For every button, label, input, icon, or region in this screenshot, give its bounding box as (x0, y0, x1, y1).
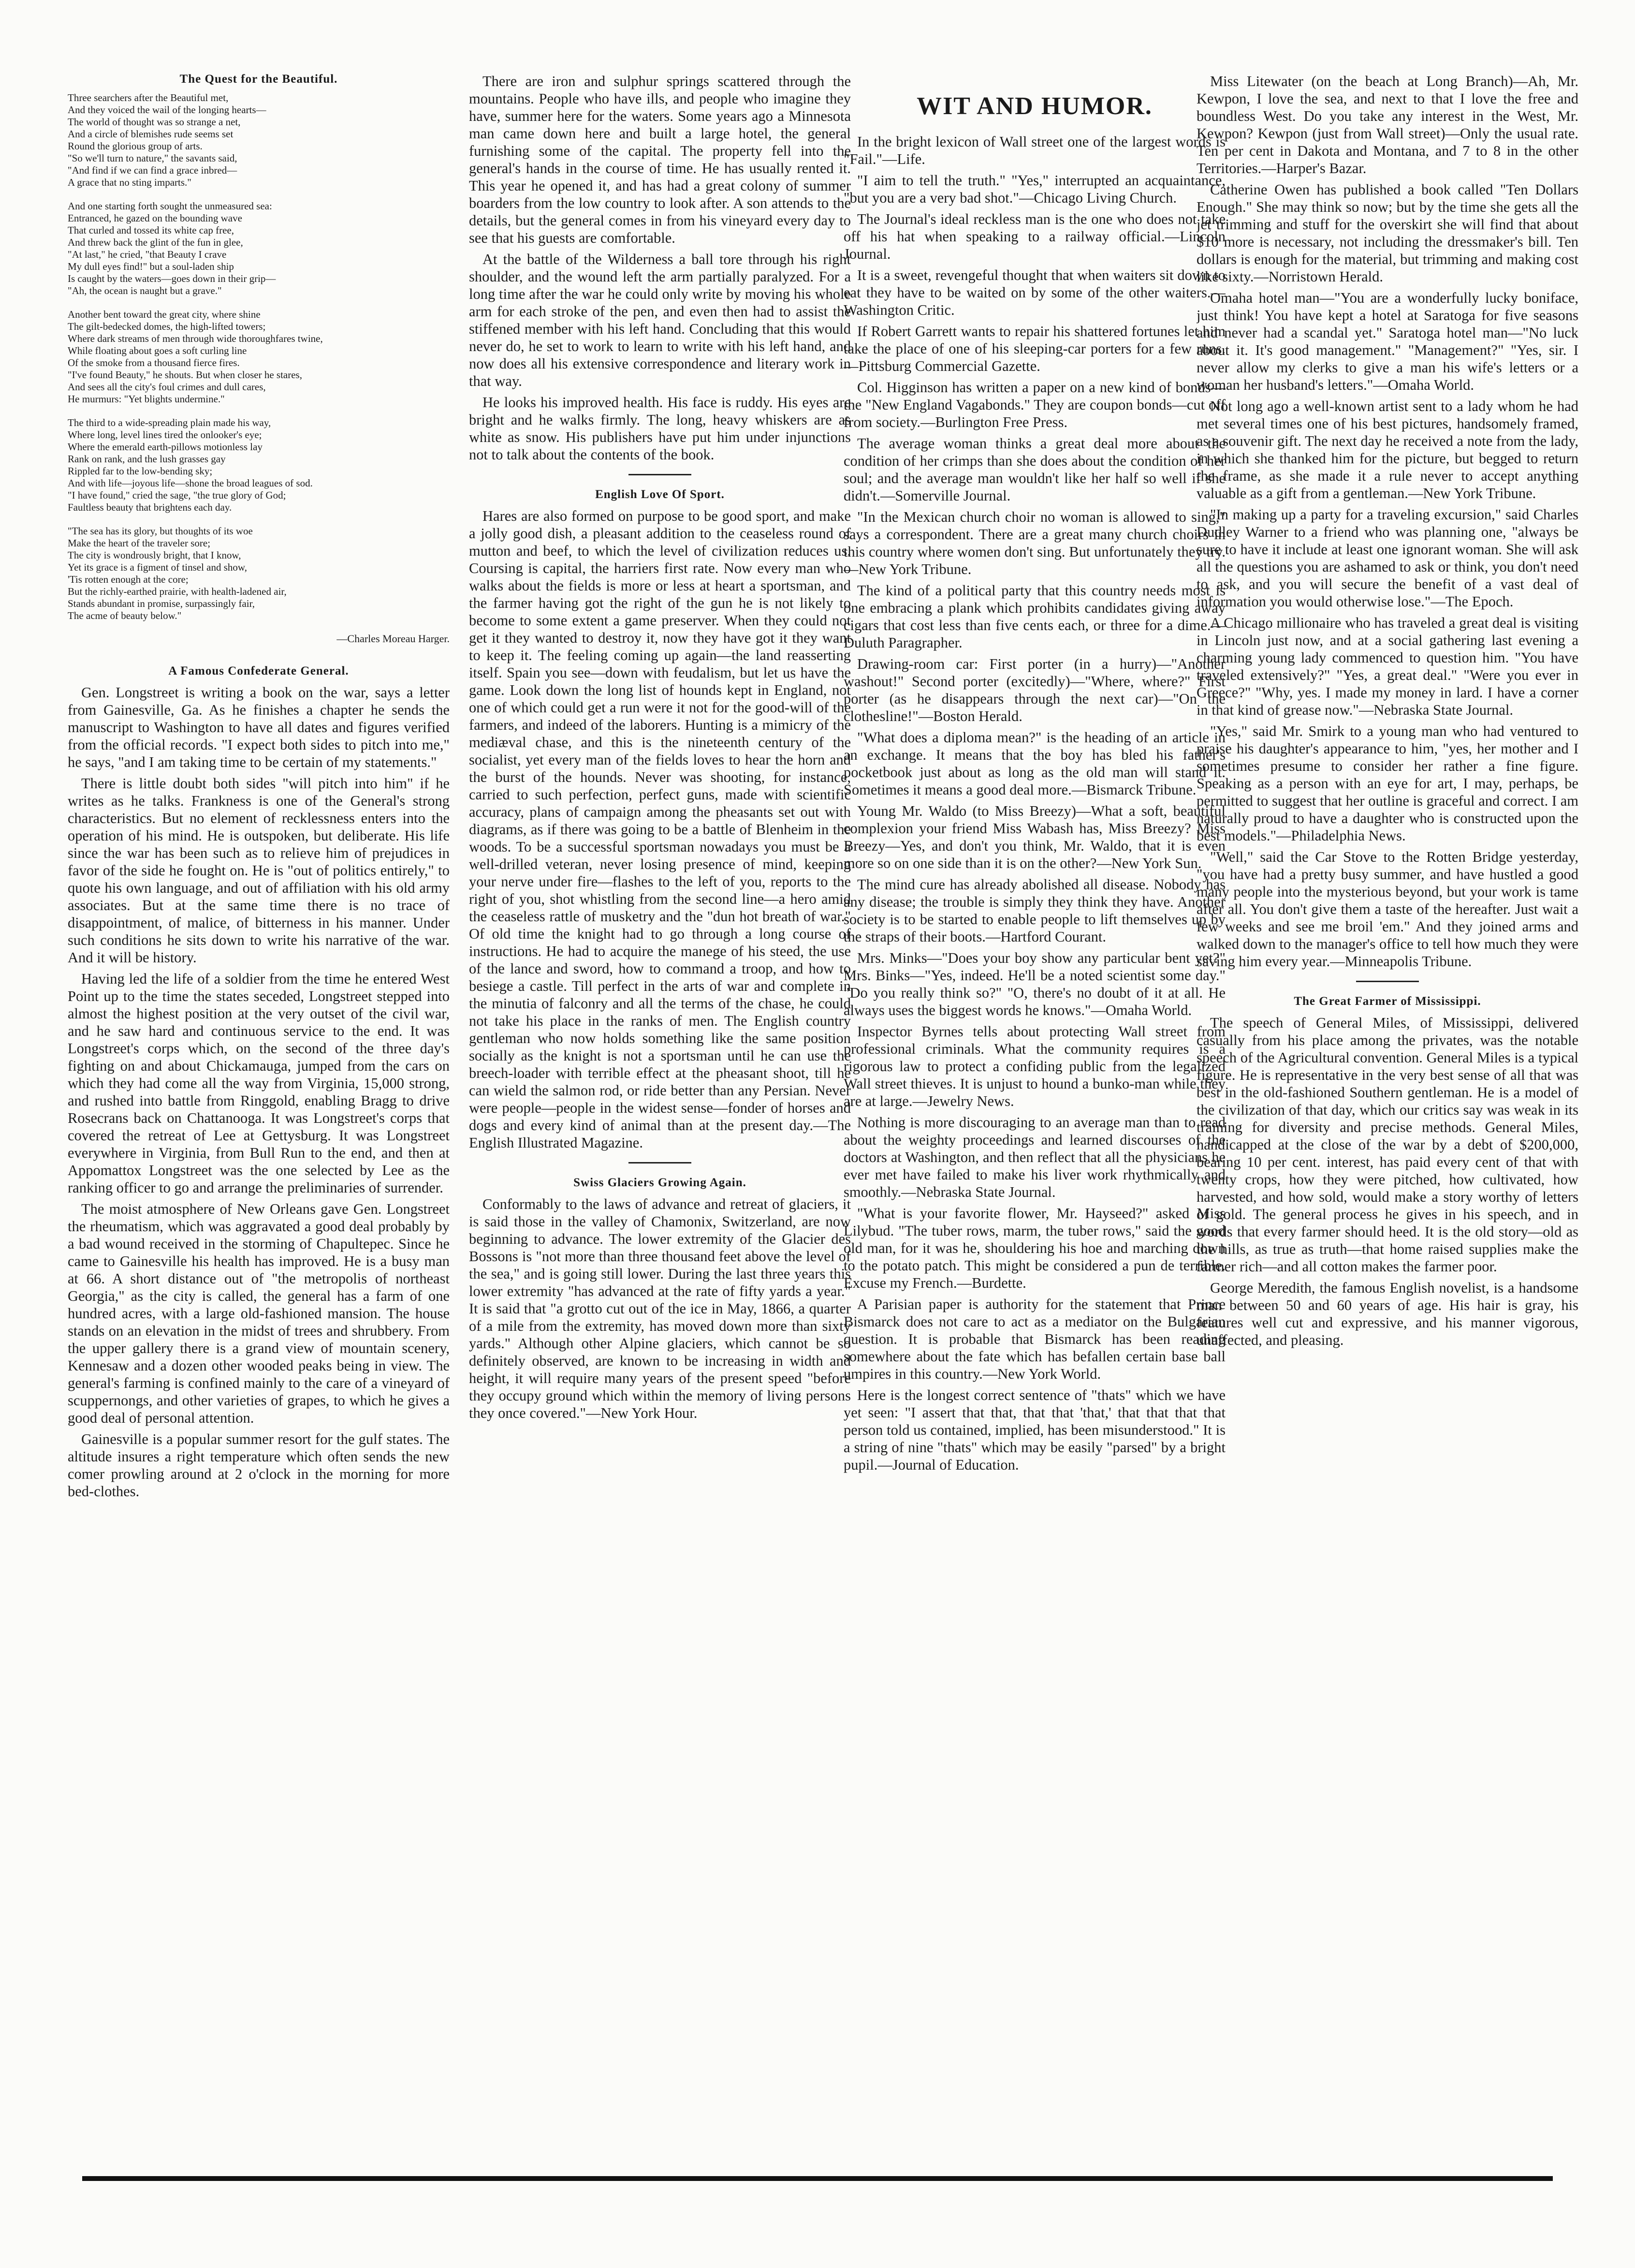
paragraph: The speech of General Miles, of Mississippi, delivered casually from his place among the privates, was the notable speech of the Agricultural convention. General Miles is a typical figure. He is representative in the very best sense of all that was best in the old-fashioned Southern gentleman. He is a model of the civilization of that day, which our critics say was weak in its training for diversity and precise methods. General Miles, handicapped at the close of the war by a debt of $200,000, bearing 10 per cent. interest, has paid every cent of that with twenty crops, how they were pitched, how cultivated, how harvested, and how sold, would make a story worthy of letters of gold. The general process he gives in his speech, and in words that every farmer should heed. It is the old story—old as the hills, as true as truth—that home raised supplies make the farmer rich—and all cotton makes the farmer poor. (1197, 1015, 1578, 1275)
paragraph: Gainesville is a popular summer resort for the gulf states. The altitude insures a right temperature which often sends the new comer prowling around at 2 o'clock in the morning for more bed-clothes. (68, 1431, 450, 1500)
paragraph: "What is your favorite flower, Mr. Hayseed?" asked Miss Lilybud. "The tuber rows, marm, the tuber rows," said the good old man, for it was he, shouldering his hoe and marching down to the potato patch. This might be considered a pun de terrible. Excuse my French.—Burdette. (844, 1205, 1226, 1291)
poem-line: "At last," he cried, "that Beauty I crave (68, 249, 227, 260)
paragraph: Mrs. Minks—"Does your boy show any particular bent yet?" Mrs. Binks—"Yes, indeed. He'll be a noted scientist some day." "Do you really think so?" "O, there's no doubt of it at all. He always uses the biggest words he knows."—Omaha World. (844, 950, 1226, 1018)
stanza-break (68, 297, 450, 309)
column-3 (844, 73, 1226, 2166)
paragraph: There are iron and sulphur springs scattered through the mountains. People who have ills, and people who imagine they have, summer here for the waters. Some years ago a Minnesota man came down here and built a large hotel, the general furnishing some of the capital. The property fell into the general's hands in the course of time. He has usually rented it. This year he opened it, and has had a great colony of summer boarders from the low country to look after. A son attends to the details, but the general comes in from his vineyard every day to see that his guests are comfortable. (469, 73, 851, 246)
poem-line: "The sea has its glory, but thoughts of its woe (68, 525, 253, 537)
poem-line: Where long, level lines tired the onlooker's eye; (68, 429, 262, 441)
article-body-continued (469, 73, 851, 463)
poem-title: The Quest for the Beautiful. (179, 73, 338, 86)
poem-line: And one starting forth sought the unmeasured sea: (68, 200, 272, 212)
paragraph: The mind cure has already abolished all disease. Nobody has any disease; the trouble is simply they think they have. Another society is to be started to enable people to lift themselves up by the straps of their boots.—Hartford Courant. (844, 876, 1226, 945)
poem-line: Three searchers after the Beautiful met, (68, 92, 229, 103)
poem-line: Make the heart of the traveler sore; (68, 537, 211, 549)
paragraph: Having led the life of a soldier from the time he entered West Point up to the time the states seceded, Longstreet stepped into almost the highest position at the very outset of the civil war, and he saw hard and continuous service to the end. It was Longstreet's corps which, on the second of the three day's fighting on and about Chickamauga, jumped from the cars on which they had come all the way from Virginia, 15,000 strong, and rushed into battle from Ringgold, enabling Bragg to drive Rosecrans back on Chattanooga. It was Longstreet's corps that covered the retreat of Lee at Gettysburg. It was Longstreet everywhere in Virginia, from Bull Run to the end, and then at Appomattox Longstreet was the one selected by Lee as the ranking officer to go and arrange the preliminaries of surrender. (68, 971, 450, 1196)
paragraph: The moist atmosphere of New Orleans gave Gen. Longstreet the rheumatism, which was aggravated a good deal probably by a bad wound received in the storming of Chapultepec. Since he came to Gainesville his health has improved. He is a busy man at 66. A short distance out of "the metropolis of northeast Georgia," as the city is called, the general has a farm of one hundred acres, with a large old-fashioned mansion. The house stands on an elevation in the midst of trees and shrubbery. From the upper gallery there is a grand view of mountain scenery, Kennesaw and a dozen other wooded peaks being in view. The general's farming is confined mainly to the care of a vineyard of scuppernongs, and other varieties of grapes, to which he gives a good deal of personal attention. (68, 1201, 450, 1426)
poem-line: Faultless beauty that brightens each day. (68, 501, 232, 513)
poem-line: Entranced, he gazed on the bounding wave (68, 212, 242, 224)
article-title-sport: English Love Of Sport. (595, 488, 725, 501)
paragraph: Col. Higginson has written a paper on a new kind of bonds—the "New England Vagabonds." They are coupon bonds—cut off from society.—Burlington Free Press. (844, 379, 1226, 430)
paragraph: The average woman thinks a great deal more about the condition of her crimps than she does about the condition of her soul; and the average man wouldn't like her half so well if she didn't.—Somerville Journal. (844, 435, 1226, 504)
divider (1356, 981, 1419, 982)
paragraph: Catherine Owen has published a book called "Ten Dollars Enough." She may think so now; but by the time she gets all the jet trimming and stuff for the overskirt she will find that about $10 more is necessary, not including the dressmaker's bill. Ten dollars is enough for the material, but trimming and making cost like sixty.—Norristown Herald. (1197, 181, 1578, 285)
poem-line: The third to a wide-spreading plain made his way, (68, 417, 271, 428)
poem-line: That curled and tossed its white cap free, (68, 224, 234, 236)
poem-line: Where dark streams of men through wide thoroughfares twine, (68, 333, 323, 344)
poem-line: And sees all the city's foul crimes and dull cares, (68, 381, 266, 393)
paragraph: There is little doubt both sides "will pitch into him" if he writes as he talks. Frankness is one of the General's strong characteristics. But no element of recklessness enters into the operation of his mind. He is outspoken, but deliberate. His life since the war has been such as to relieve him of prejudices in favor of the side he fought on. He is "out of politics entirely," to quote his own language, and out of affiliation with his old army associates. But at the same time there is no trace of disappointment, of malice, of bitterness in his manner. Under such conditions he sits down to write his narrative of the war. And it will be history. (68, 775, 450, 966)
poem-line: My dull eyes find!" but a soul-laden ship (68, 261, 234, 272)
poem-line: 'Tis rotten enough at the core; (68, 574, 189, 585)
paragraph: The kind of a political party that this country needs most is one embracing a plank which prohibits candidates giving away cigars that cost less than five cents each, or three for a dime.—Duluth Paragrapher. (844, 582, 1226, 651)
paragraph: Inspector Byrnes tells about protecting Wall street from professional criminals. What the community requires is a rigorous law to protect a confiding public from the legalized Wall street thieves. It is unjust to hound a bunko-man while they are at large.—Jewelry News. (844, 1023, 1226, 1109)
poem-line: "And find if we can find a grace inbred— (68, 164, 237, 176)
poem-line: "I've found Beauty," he shouts. But when closer he stares, (68, 369, 302, 381)
article-body-sport (469, 507, 851, 1151)
poem-line: And threw back the glint of the fun in glee, (68, 236, 243, 248)
bottom-rule (82, 2176, 1553, 2181)
column-1 (68, 73, 450, 2166)
poem-line: A grace that no sting imparts." (68, 177, 191, 188)
article-title-farmer: The Great Farmer of Mississippi. (1294, 995, 1481, 1008)
article-body-glaciers (469, 1195, 851, 1422)
paragraph: Gen. Longstreet is writing a book on the war, says a letter from Gainesville, Ga. As he finishes a chapter he sends the manuscript to Washington to have all dates and figures verified from the official records. "I expect both sides to pitch into me," he says, "and I am taking time to be certain of my statements." (68, 684, 450, 770)
paragraph: In the bright lexicon of Wall street one of the largest words is "Fail."—Life. (844, 133, 1226, 167)
article-title-confederate: A Famous Confederate General. (168, 664, 349, 677)
wit-humor-items (844, 133, 1226, 1473)
paragraph: "I aim to tell the truth." "Yes," interrupted an acquaintance, "but you are a very bad shot."—Chicago Living Church. (844, 172, 1226, 206)
paragraph: At the battle of the Wilderness a ball tore through his right shoulder, and the wound left the arm partially paralyzed. For a long time after the war he could only write by moving his whole arm for each stroke of the pen, and even then had to assist the stiffened member with his left hand. Concluding that this would never do, he set to work to learn to write with his left hand, and now does all his extensive correspondence and literary work in that way. (469, 251, 851, 389)
poem-line: The world of thought was so strange a net, (68, 116, 241, 128)
paragraph: Conformably to the laws of advance and retreat of glaciers, it is said those in the valley of Chamonix, Switzerland, are now beginning to advance. The lower extremity of the Glacier des Bossons is "not more than three thousand feet above the level of the sea," and is going still lower. During the last three years this lower extremity "has advanced at the rate of fifty yards a year." It is said that "a grotto cut out of the ice in May, 1866, a quarter of a mile from the extremity, has moved down more than sixty yards." Although other Alpine glaciers, which cannot be so definitely observed, are known to be increasing in width and height, it will require many years of the present speed "before they occupy ground which within the memory of living persons they once covered."—New York Hour. (469, 1196, 851, 1421)
paragraph: Hares are also formed on purpose to be good sport, and make a jolly good dish, a pleasant addition to the ceaseless round of mutton and beef, to which the level of civilization reduces us. Coursing is capital, the harriers first rate. Now every man who walks about the fields is more or less at heart a sportsman, and the farmer having got the right of the gun he is not likely to become to some extent a game preserver. When they could not get it they wanted to destroy it, now they have got it they want to keep it. The feeling coming up again—the land reasserting itself. Spain you see—down with feudalism, but let us have the game. Look down the long list of hounds kept in England, not one of which could get a run were it not for the good-will of the farmers, and indeed of the laborers. Hunting is a mimicry of the mediæval chase, and this is the nineteenth century of the socialist, yet every man of the fields loves to hear the horn and the burst of the hounds. Never was shooting, for instance, carried to such perfection, perfect guns, made with scientific accuracy, plans of campaign among the pheasants set out with diagrams, as if there was going to be a battle of Blenheim in the woods. To be a successful sportsman nowadays you must be a well-drilled veteran, never losing presence of mind, keeping your nerve under fire—flashes to the left of you, reports to the right of you, shot whistling from the second line—a hero amid the ceaseless rattle of musketry and the "dun hot breath of war." Of old time the knight had to go through a long course of instructions. He had to acquire the manege of his steed, the use of the lance and sword, how to command a troop, and how to besiege a castle. Till perfect in the arts of war and complete in the minutia of falconry and all the terms of the chase, he could not take his place in the ranks of men. The English country gentleman who now holds something like the same position socially as the knight is not a sportsman until he can use the breech-loader with terrible effect at the pheasant shoot, till he can wield the salmon rod, or ride better than any Persian. Never were people—people in the widest sense—fonder of horses and dogs and every kind of animal than at the present day.—The English Illustrated Magazine. (469, 508, 851, 1151)
paragraph: Omaha hotel man—"You are a wonderfully lucky boniface, just think! You have kept a hotel at Saratoga for five seasons and never had a scandal yet." Saratoga hotel man—"No luck about it. It's good management." "Management?" "Yes, sir. I never allow my clerks to give a man his wife's letters or a woman her husband's letters."—Omaha World. (1197, 290, 1578, 393)
poem-line: Of the smoke from a thousand fierce fires. (68, 357, 240, 368)
poem-line: And with life—joyous life—shone the broad leagues of sod. (68, 477, 313, 489)
paragraph: Miss Litewater (on the beach at Long Branch)—Ah, Mr. Kewpon, I love the sea, and next to that I love the free and boundless West. Do you take any interest in the West, Mr. Kewpon? Kewpon (just from Wall street)—Only the usual rate. Ten per cent in Dakota and Montana, and 7 to 8 in the other Territories.—Harper's Bazar. (1197, 73, 1578, 177)
poem-line: And they voiced the wail of the longing hearts— (68, 104, 266, 116)
stanza-break (68, 405, 450, 417)
column-4 (1197, 73, 1578, 2166)
poem-line: But the richly-earthed prairie, with health-ladened air, (68, 586, 287, 597)
paragraph: "In the Mexican church choir no woman is allowed to sing," says a correspondent. There are a great many church choirs in this country where women don't sing. But unfortunately they try.—New York Tribune. (844, 509, 1226, 577)
wit-humor-items-continued (1197, 73, 1578, 970)
poem-signature: —Charles Moreau Harger. (336, 633, 450, 645)
divider (628, 1162, 691, 1163)
paragraph: It is a sweet, revengeful thought that when waiters sit down to eat they have to be waited on by some of the other waiters.—Washington Critic. (844, 267, 1226, 318)
poem-line: Is caught by the waters—goes down in their grip— (68, 273, 276, 284)
paragraph: Drawing-room car: First porter (in a hurry)—"Another washout!" Second porter (excitedly)—"Where, where?" First porter (as he disappears through the next car)—"On the clothesline!"—Boston Herald. (844, 656, 1226, 724)
poem-line: "So we'll turn to nature," the savants said, (68, 152, 237, 164)
poem-line: "I have found," cried the sage, "the true glory of God; (68, 489, 286, 501)
paragraph: Young Mr. Waldo (to Miss Breezy)—What a soft, beautiful complexion your friend Miss Wabash has, Miss Breezy? Miss Breezy—Yes, and don't you think, Mr. Waldo, that it is even more so on one side than it is on the other?—New York Sun. (844, 803, 1226, 871)
poem-line: Stands abundant in promise, surpassingly fair, (68, 598, 255, 609)
paragraph: Nothing is more discouraging to an average man than to read about the weighty proceedings and learned discourses of the doctors at Washington, and then reflect that all the physicians he ever met have failed to make his liver work rhythmically and smoothly.—Nebraska State Journal. (844, 1114, 1226, 1200)
poem-line: Round the glorious group of arts. (68, 140, 203, 152)
poem-line: Another bent toward the great city, where shine (68, 309, 261, 320)
article-body-farmer (1197, 1014, 1578, 1349)
paragraph: He looks his improved health. His face is ruddy. His eyes are bright and he walks firmly. The long, heavy whiskers are as white as snow. His publishers have put him under injunctions not to talk about the contents of the book. (469, 394, 851, 463)
poem-line: Yet its grace is a figment of tinsel and show, (68, 561, 247, 573)
poem-line: While floating about goes a soft curling line (68, 345, 247, 356)
paragraph: "In making up a party for a traveling excursion," said Charles Dudley Warner to a friend who was planning one, "always be sure to have it include at least one ignorant woman. She will ask all the questions you are ashamed to ask or think, you don't need to ask, and you will secure the benefit of a vast deal of information you would otherwise lose."—The Epoch. (1197, 506, 1578, 610)
poem-line: The gilt-bedecked domes, the high-lifted towers; (68, 321, 266, 332)
section-title-wit-humor: WIT AND HUMOR. (917, 92, 1153, 120)
stanza-break (68, 189, 450, 200)
paragraph: Here is the longest correct sentence of "thats" which we have yet seen: "I assert that that, that that 'that,' that that that that person told us contained, implied, has been misunderstood." It is a string of nine "thats" which may be easily "parsed" by a bright pupil.—Journal of Education. (844, 1387, 1226, 1473)
paragraph: "Well," said the Car Stove to the Rotten Bridge yesterday, "you have had a pretty busy summer, and have hustled a good many people into the mysterious beyond, but your work is tame after all. You don't give them a taste of the hereafter. Just wait a few weeks and see me broil 'em." And they joined arms and walked down to the manager's office to tell how much they were saving him every year.—Minneapolis Tribune. (1197, 849, 1578, 970)
paragraph: George Meredith, the famous English novelist, is a handsome man between 50 and 60 years of age. His hair is gray, his features well cut and expressive, and his manner vigorous, unaffected, and pleasing. (1197, 1280, 1578, 1348)
column-2 (469, 73, 851, 2166)
poem-line: The city is wondrously bright, that I know, (68, 549, 241, 561)
paragraph: If Robert Garrett wants to repair his shattered fortunes let him take the place of one of his sleeping-car porters for a few runs.—Pittsburg Commercial Gazette. (844, 323, 1226, 374)
article-title-glaciers: Swiss Glaciers Growing Again. (573, 1176, 746, 1189)
paragraph: A Parisian paper is authority for the statement that Prince Bismarck does not care to act as a mediator on the Bulgarian question. It is probable that Bismarck has been reading somewhere about the fate which has befallen certain base ball umpires in this country.—New York World. (844, 1296, 1226, 1382)
poem (68, 92, 450, 622)
paragraph: Not long ago a well-known artist sent to a lady whom he had met several times one of his best pictures, handsomely framed, as a souvenir gift. The next day he received a note from the lady, in which she thanked him for the picture, but begged to return the frame, as she made it a rule never to accept anything valuable as a gift from a gentleman.—New York Tribune. (1197, 398, 1578, 501)
article-body-confederate (68, 684, 450, 1500)
poem-line: Rank on rank, and the lush grasses gay (68, 453, 226, 465)
poem-line: Rippled far to the low-bending sky; (68, 465, 213, 477)
poem-line: And a circle of blemishes rude seems set (68, 128, 234, 140)
poem-line: Where the emerald earth-pillows motionless lay (68, 441, 263, 453)
divider (628, 474, 691, 475)
poem-line: "Ah, the ocean is naught but a grave." (68, 285, 222, 296)
poem-line: The acme of beauty below." (68, 610, 182, 621)
paragraph: The Journal's ideal reckless man is the one who does not take off his hat when speaking to a railway official.—Lincoln Journal. (844, 211, 1226, 262)
paragraph: "Yes," said Mr. Smirk to a young man who had ventured to praise his daughter's appearance to him, "yes, her mother and I sometimes presume to consider her rather a fine figure. Speaking as a person with an eye for art, I may, perhaps, be permitted to suggest that her outline is graceful and correct. I am naturally proud to have a daughter who is constructed upon the best models."—Philadelphia News. (1197, 723, 1578, 844)
poem-line: He murmurs: "Yet blights undermine." (68, 393, 225, 405)
stanza-break (68, 514, 450, 525)
paragraph: "What does a diploma mean?" is the heading of an article in an exchange. It means that the boy has bled his father's pocketbook just about as long as the old man will stand it. Sometimes it means a good deal more.—Bismarck Tribune. (844, 729, 1226, 798)
paragraph: A Chicago millionaire who has traveled a great deal is visiting in Lincoln just now, and at a social gathering last evening a charming young lady commenced to question him. "You have traveled extensively?" "Yes, a great deal." "Were you ever in Greece?" "Why, yes. I made my money in lard. I have a corner in that kind of grease now."—Nebraska State Journal. (1197, 615, 1578, 718)
